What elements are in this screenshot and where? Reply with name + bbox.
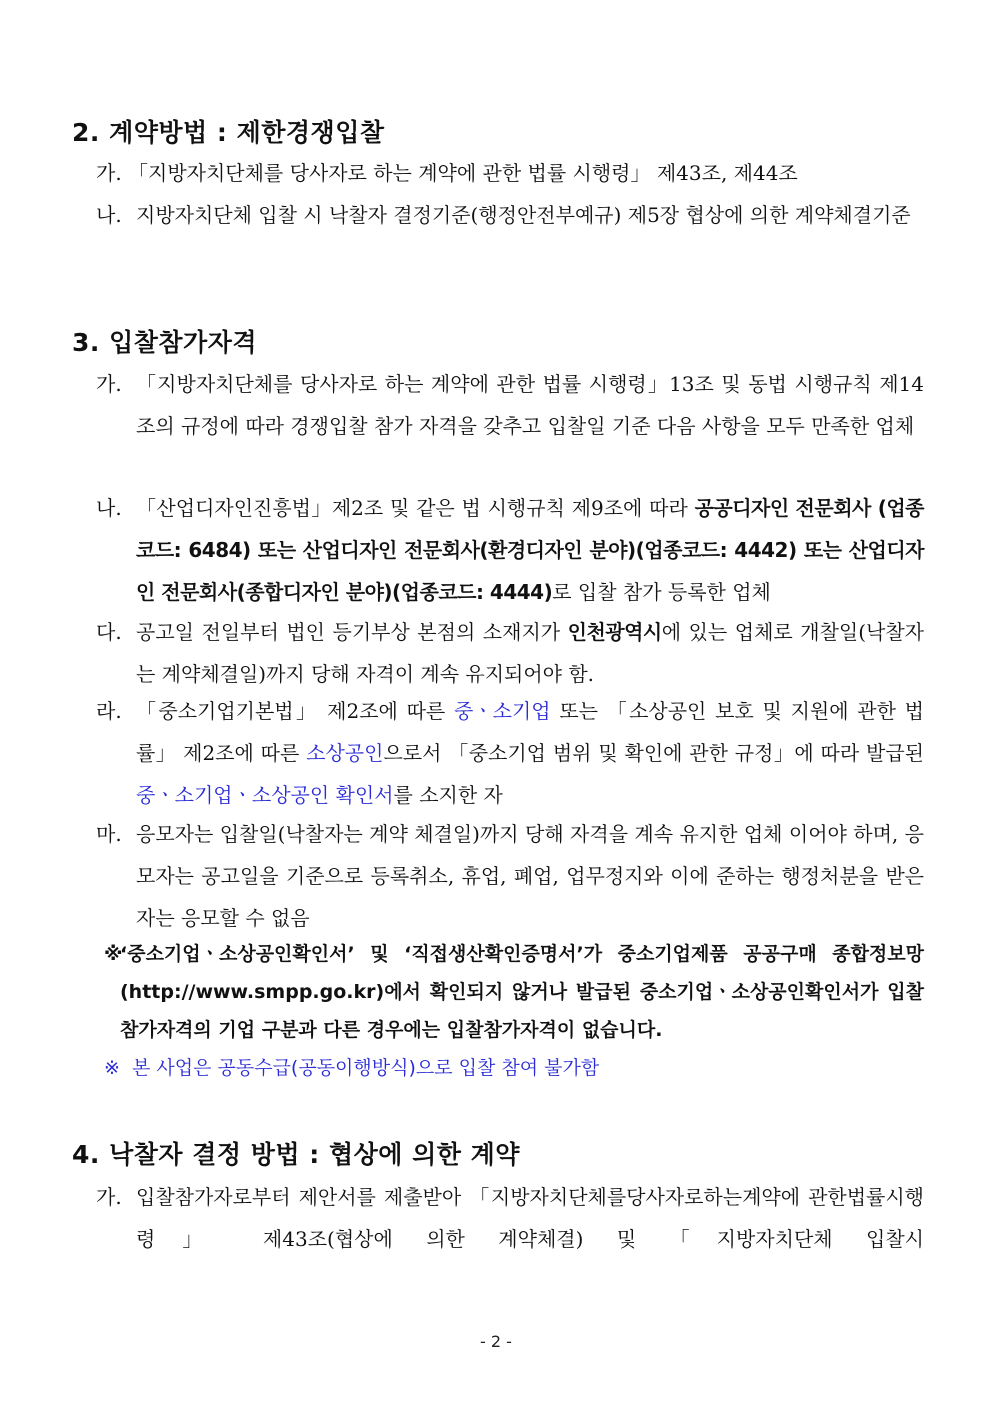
item-text-plain: 로 입찰 참가 등록한 업체 <box>552 580 771 604</box>
note-text: ‘중소기업ㆍ소상공인확인서’ 및 ‘직접생산확인증명서’가 중소기업제품 공공구매 종합정보망(http://www.smpp.go.kr)에서 확인되지 않거나 발급된 중소기업ㆍ소상공인확인서가 입찰참가자격의 기업 구분과 다른 경우에는 입찰참가자격이 없습니다. <box>120 943 924 1041</box>
item-text-bold: 인천광역시 <box>567 620 662 644</box>
section-2-item-ga <box>96 152 924 194</box>
item-text-highlight: 소상공인 <box>306 741 384 765</box>
section-3-item-ra <box>96 690 924 816</box>
item-marker: 가. <box>96 161 122 185</box>
note-marker: ※ <box>104 943 123 965</box>
section-3-item-da <box>96 611 924 695</box>
item-text: 응모자는 입찰일(낙찰자는 계약 체결일)까지 당해 자격을 계속 유지한 업체 이어야 하며, 응모자는 공고일을 기준으로 등록취소, 휴업, 폐업, 업무정지와 이에 준하는 행정처분을 받은 자는 응모할 수 없음 <box>136 822 924 930</box>
item-text: 「지방자치단체를 당사자로 하는 계약에 관한 법률 시행령」 제43조, 제44조 <box>128 161 798 185</box>
item-text-plain: 「중소기업기본법」 제2조에 따른 <box>136 699 454 723</box>
item-text-bold: 공공디자인 전문회사 (업종코드: 6484) 또는 산업디자인 전문회사(환경디자인 분야)(업종코드: 4442) 또는 산업디자인 전문회사(종합디자인 분야)(업종코드: 4444) <box>136 496 924 604</box>
section-2-item-na <box>96 194 924 236</box>
item-text-plain: 를 소지한 자 <box>393 783 503 807</box>
section-3-item-na <box>96 487 924 613</box>
section-4-item-ga <box>96 1176 924 1260</box>
item-text <box>136 690 924 816</box>
section-4-title: 4. 낙찰자 결정 방법 : 협상에 의한 계약 <box>72 1140 520 1169</box>
item-text-plain: 으로서 「중소기업 범위 및 확인에 관한 규정」에 따라 발급된 <box>383 741 925 765</box>
item-text-highlight: 중ㆍ소기업 <box>453 699 551 723</box>
item-marker: 다. <box>96 620 122 644</box>
item-marker: 가. <box>96 1185 122 1209</box>
page-number: - 2 - <box>480 1332 512 1351</box>
item-text-plain: 공고일 전일부터 법인 등기부상 본점의 소재지가 <box>136 620 568 644</box>
section-3-title: 3. 입찰참가자격 <box>72 328 257 357</box>
item-text: 지방자치단체 입찰 시 낙찰자 결정기준(행정안전부예규) 제5장 협상에 의한 계약체결기준 <box>136 203 911 227</box>
note-confirmation <box>96 935 924 1049</box>
item-text <box>136 611 924 695</box>
item-text-highlight: 중ㆍ소기업ㆍ소상공인 확인서 <box>136 783 394 807</box>
note-marker: ※ <box>104 1057 120 1079</box>
item-marker: 라. <box>96 699 122 723</box>
item-text-plain: 「산업디자인진흥법」제2조 및 같은 법 시행규칙 제9조에 따라 <box>136 496 695 520</box>
item-marker: 나. <box>96 203 122 227</box>
item-text: 입찰참가자로부터 제안서를 제출받아 「지방자치단체를당사자로하는계약에 관한법률시행령」 제43조(협상에 의한 계약체결) 및 「지방자치단체 입찰시 <box>136 1185 924 1251</box>
section-3-item-ma <box>96 813 924 939</box>
item-text-plain: 또는 「소상공인 보호 및 지원에 관한 법률」 제2조에 따른 <box>136 699 924 765</box>
note-joint-bid <box>104 1049 599 1087</box>
item-text-plain: 에 있는 업체로 개찰일(낙찰자는 계약체결일)까지 당해 자격이 계속 유지되어야 함. <box>136 620 925 686</box>
item-text: 「지방자치단체를 당사자로 하는 계약에 관한 법률 시행령」13조 및 동법 시행규칙 제14조의 규정에 따라 경쟁입찰 참가 자격을 갖추고 입찰일 기준 다음 사항을 모두 만족한 업체 <box>136 372 924 438</box>
section-3-item-ga <box>96 363 924 447</box>
item-marker: 가. <box>96 372 122 396</box>
item-marker: 나. <box>96 496 122 520</box>
item-text <box>136 487 924 613</box>
item-marker: 마. <box>96 822 122 846</box>
note-text: 본 사업은 공동수급(공동이행방식)으로 입찰 참여 불가함 <box>132 1057 600 1079</box>
section-2-title: 2. 계약방법 : 제한경쟁입찰 <box>72 118 385 147</box>
